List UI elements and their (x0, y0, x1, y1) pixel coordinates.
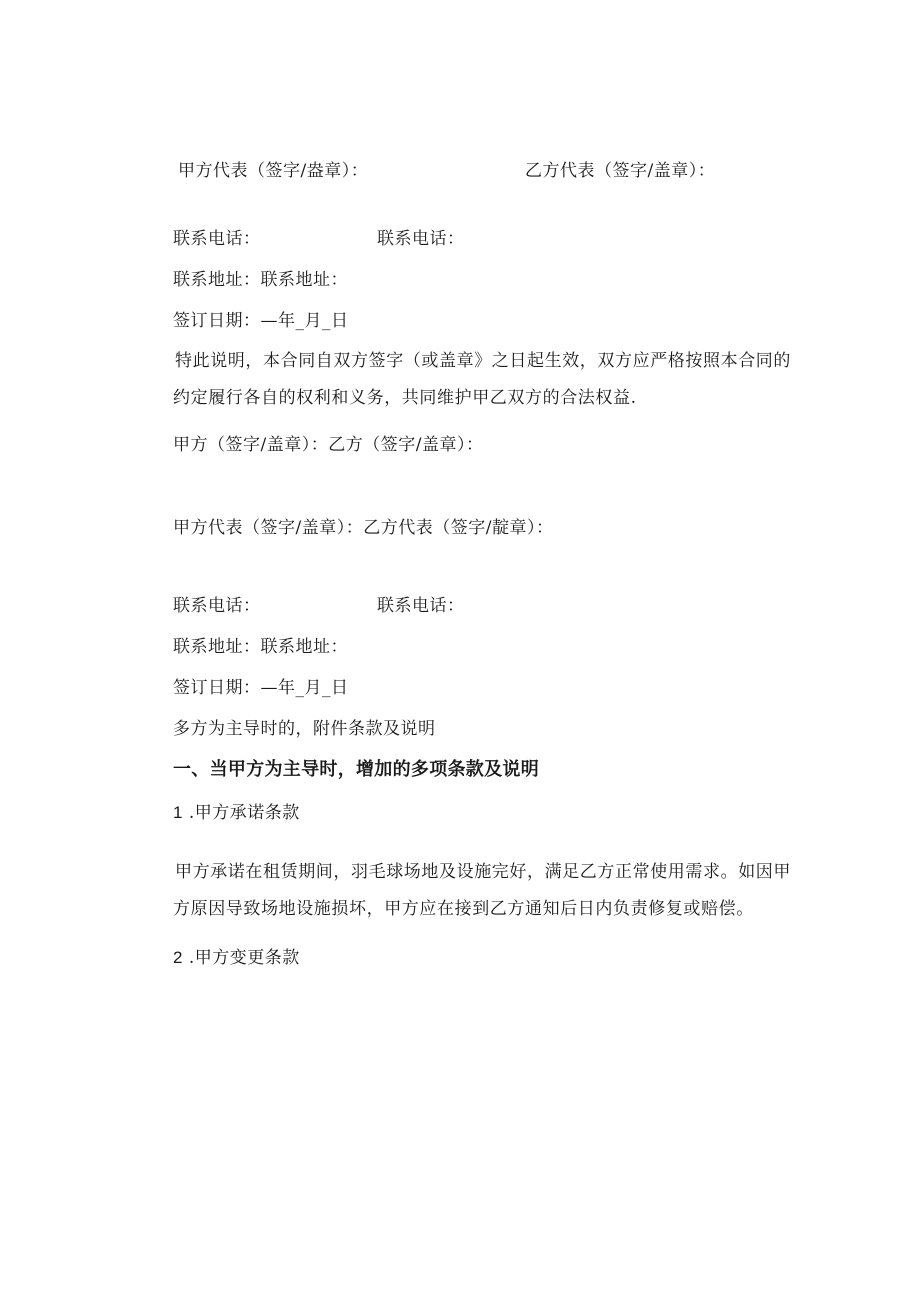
party-b-phone-label-2: 联系电话： (377, 596, 465, 616)
contact-address-label: 联系地址：联系地址： (173, 270, 348, 290)
contact-address-label-2: 联系地址：联系地址： (173, 637, 348, 657)
clause-2-heading (173, 947, 300, 969)
party-b-phone-label: 联系电话： (377, 229, 465, 249)
clause-1-heading (173, 802, 300, 824)
representative-signature-line: 甲方代表（签字/盖章）：乙方代表（签字/靛章）： (173, 518, 554, 538)
signing-date-label: 签订日期：—年_月_日 (173, 311, 349, 331)
clause-1-title: .甲方承诺条款 (188, 803, 300, 823)
clause-2-number: 2 (173, 948, 183, 967)
clause-2-title: .甲方变更条款 (188, 948, 300, 968)
clause-1-number: 1 (173, 803, 183, 822)
party-a-representative-label: 甲方代表（签字/盎章）： (178, 161, 369, 181)
party-signature-line: 甲方（签字/盖章）：乙方（签字/盖章）： (173, 435, 484, 455)
clause-1-body: 甲方承诺在租赁期间，羽毛球场地及设施完好，满足乙方正常使用需求。如因甲方原因导致场地设施损坏，甲方应在接到乙方通知后日内负责修复或赔偿。 (173, 862, 791, 919)
section-heading: 一、当甲方为主导时，增加的多项条款及说明 (173, 759, 539, 780)
party-a-phone-label: 联系电话： (173, 229, 261, 249)
party-b-representative-label: 乙方代表（签字/盖章）： (525, 161, 716, 181)
appendix-intro: 多方为主导时的，附件条款及说明 (173, 719, 436, 739)
party-a-phone-label-2: 联系电话： (173, 596, 261, 616)
signing-date-label-2: 签订日期：—年_月_日 (173, 678, 349, 698)
effectiveness-statement: 特此说明，本合同自双方签字（或盖章》之日起生效，双方应严格按照本合同的约定履行各自的权利和义务，共同维护甲乙双方的合法权益. (173, 351, 791, 408)
